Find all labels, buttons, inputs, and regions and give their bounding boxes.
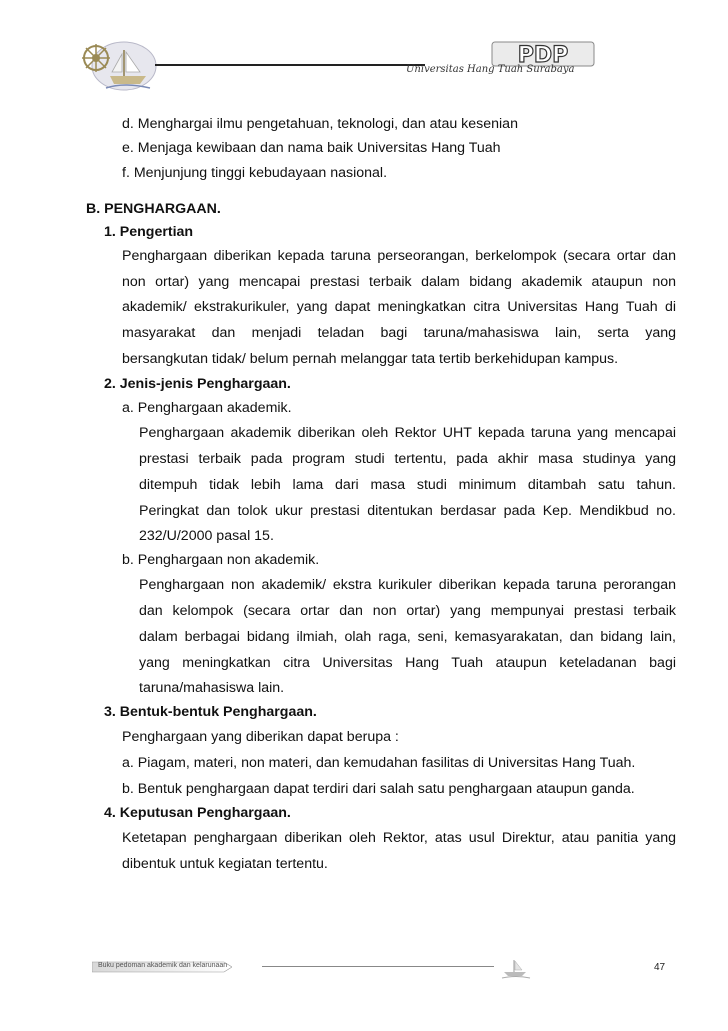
- section-heading: B. PENGHARGAAN.: [86, 201, 221, 217]
- item-1-line: non ortar) yang mencapai prestasi terbaik dalam bidang akademik ataupun non: [122, 274, 676, 290]
- item-1-line: bersangkutan tidak/ belum pernah melanggar tata tertib berkehidupan kampus.: [122, 351, 619, 367]
- item-1-line: masyarakat dan menjadi teladan bagi taruna/mahasiswa lain, serta yang: [122, 325, 676, 341]
- item-2b-title: b. Penghargaan non akademik.: [122, 552, 320, 568]
- item-2a-line: 232/U/2000 pasal 15.: [139, 528, 274, 544]
- item-3-intro: Penghargaan yang diberikan dapat berupa :: [122, 729, 399, 745]
- page-number: 47: [654, 962, 666, 973]
- item-2b-line: yang meningkatkan citra Universitas Hang Tuah ataupun keteladanan bagi: [139, 655, 676, 671]
- item-1-line: akademik/ ekstrakurikuler, yang dapat meningkatkan citra Universitas Hang Tuah di: [122, 299, 676, 315]
- item-2b-line: taruna/mahasiswa lain.: [139, 680, 285, 696]
- list-item-d: d. Menghargai ilmu pengetahuan, teknologi, dan atau kesenian: [122, 116, 518, 132]
- university-script-title: Universitas Hang Tuah Surabaya: [406, 64, 575, 75]
- item-2a-line: Peringkat dan tolok ukur prestasi ditentukan berdasar pada Kep. Mendikbud no.: [139, 503, 676, 519]
- item-1-title: 1. Pengertian: [104, 224, 194, 240]
- item-2-title: 2. Jenis-jenis Penghargaan.: [104, 376, 291, 392]
- item-4-title: 4. Keputusan Penghargaan.: [104, 805, 291, 821]
- item-1-line: Penghargaan diberikan kepada taruna perseorangan, berkelompok (secara ortar dan: [122, 248, 676, 264]
- item-2b-line: dan kelompok (secara ortar dan non ortar) yang mempunyai prestasi terbaik: [139, 603, 676, 619]
- item-3b: b. Bentuk penghargaan dapat terdiri dari salah satu penghargaan ataupun ganda.: [122, 781, 635, 797]
- item-2b-line: Penghargaan non akademik/ ekstra kurikuler diberikan kepada taruna perorangan: [139, 577, 676, 593]
- item-2a-line: prestasi terbaik pada program studi tertentu, pada akhir masa studinya yang: [139, 451, 676, 467]
- item-3a: a. Piagam, materi, non materi, dan kemudahan fasilitas di Universitas Hang Tuah.: [122, 755, 636, 771]
- footer-rule: [262, 966, 494, 967]
- item-2a-line: Penghargaan akademik diberikan oleh Rektor UHT kepada taruna yang mencapai: [139, 425, 676, 441]
- item-4-line: dibentuk untuk kegiatan tertentu.: [122, 856, 328, 872]
- item-2b-line: dalam berbagai bidang ilmiah, olah raga, seni, kemasyarakatan, dan bidang lain,: [139, 629, 676, 645]
- ship-emblem-icon: [80, 36, 158, 94]
- item-2a-line: ditempuh tidak lebih lama dari masa studi minimum ditambah satu tahun.: [139, 477, 676, 493]
- item-4-line: Ketetapan penghargaan diberikan oleh Rektor, atas usul Direktur, atau panitia yang: [122, 830, 676, 846]
- header-rule: [155, 64, 425, 66]
- list-item-f: f. Menjunjung tinggi kebudayaan nasional.: [122, 165, 388, 181]
- item-2a-title: a. Penghargaan akademik.: [122, 400, 292, 416]
- list-item-e: e. Menjaga kewibaan dan nama baik Universitas Hang Tuah: [122, 140, 501, 156]
- ship-icon: [500, 956, 532, 980]
- item-3-title: 3. Bentuk-bentuk Penghargaan.: [104, 704, 317, 720]
- pdp-logo-text: PDP: [517, 43, 569, 68]
- footer-label: Buku pedoman akademik dan kelarunaan: [98, 962, 228, 969]
